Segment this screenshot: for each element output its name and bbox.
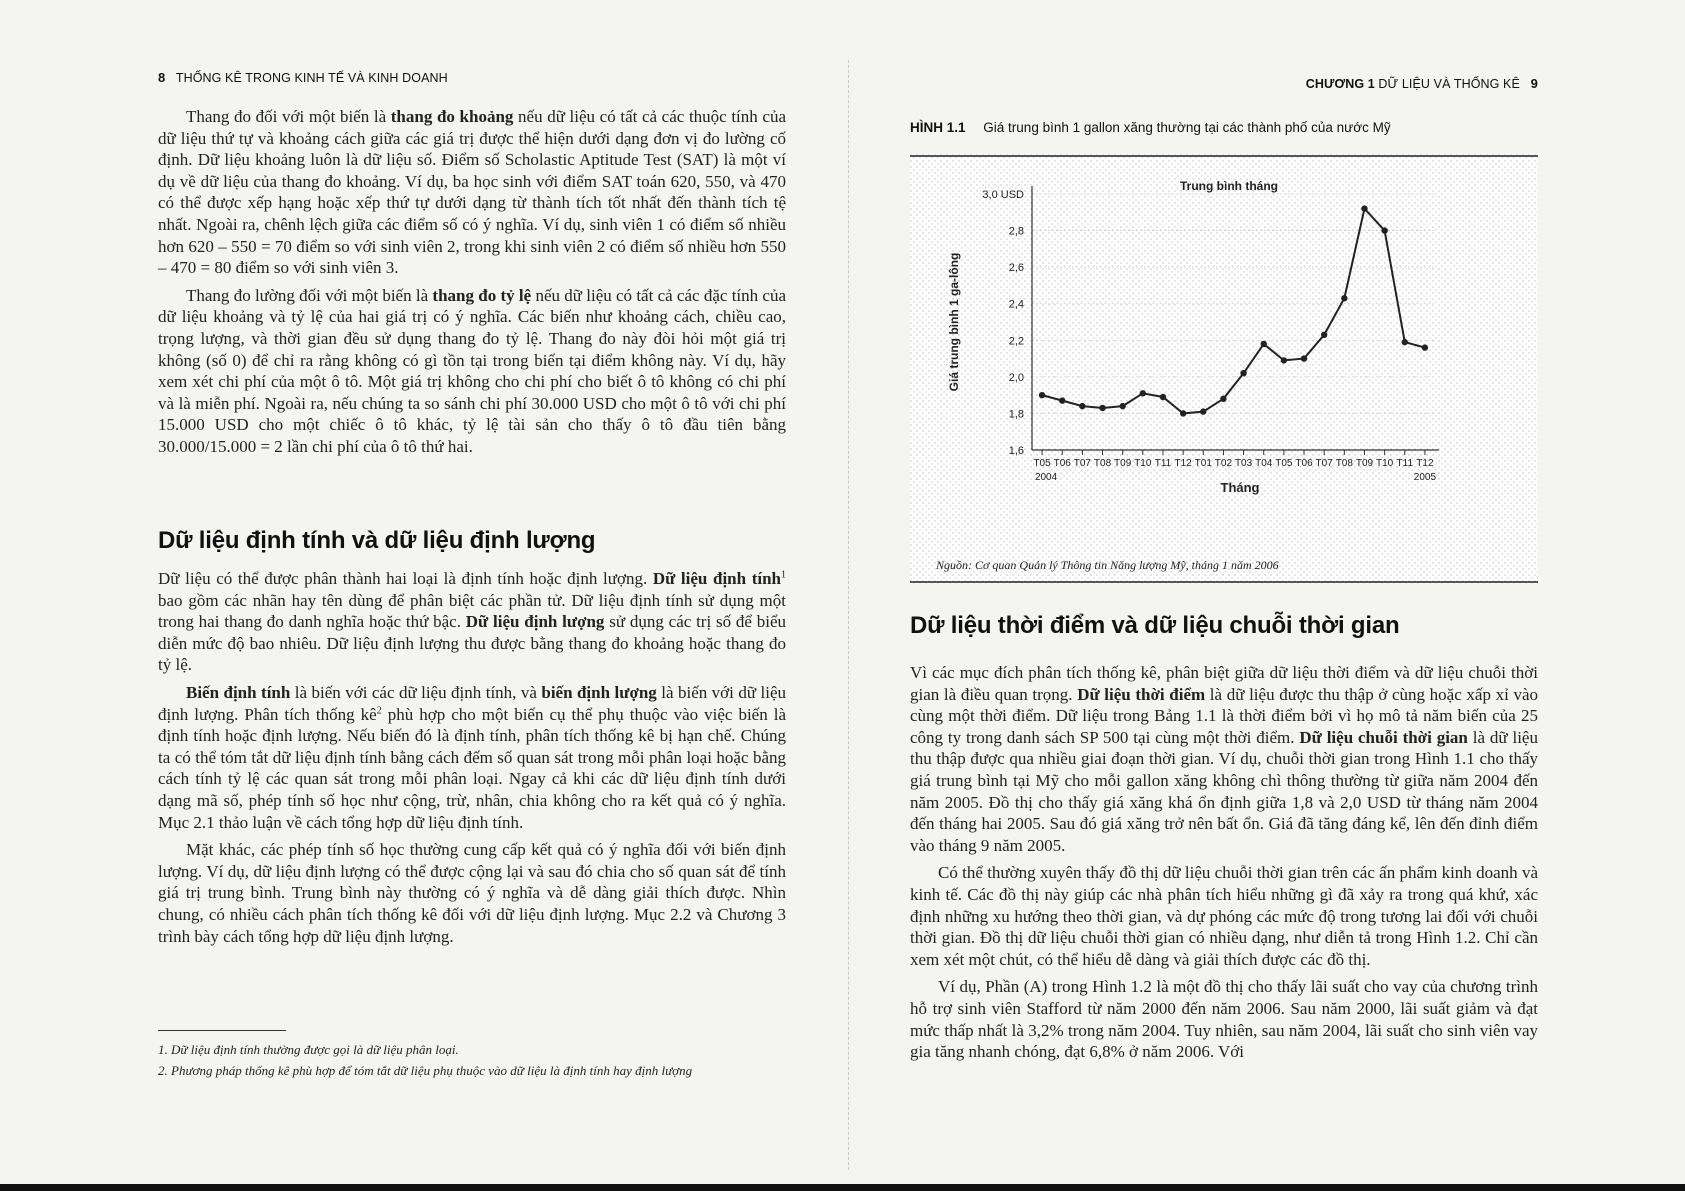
x-tick-label: T02 bbox=[1214, 458, 1233, 469]
paragraph-figure-1-2-example: Ví dụ, Phần (A) trong Hình 1.2 là một đồ thị cho thấy lãi suất cho vay của chương trình hỗ trợ sinh viên Stafford từ năm 2000 đến năm 2006. Sau năm 2000, lãi suất giảm và đạt mức thấp nhất là 3,2% trong năm 2004. Tuy nhiên, sau năm 2004, lãi suất cho sinh viên vay gia tăng nhanh chóng, đạt 6,8% ở năm 2006. Với bbox=[910, 977, 1538, 1062]
series-label: Trung bình tháng bbox=[1180, 179, 1278, 193]
x-tick-label: T05 bbox=[1033, 458, 1051, 469]
data-point bbox=[1361, 205, 1367, 211]
section-heading-qualitative-quantitative: Dữ liệu định tính và dữ liệu định lượng bbox=[158, 527, 596, 554]
chapter-label: CHƯƠNG 1 bbox=[1305, 77, 1375, 91]
x-tick-label: T01 bbox=[1194, 458, 1212, 469]
data-point bbox=[1281, 357, 1287, 363]
paragraph-arithmetic: Mặt khác, các phép tính số học thường cung cấp kết quả có ý nghĩa đối với biến định lượng. Ví dụ, dữ liệu định lượng có thể được cộng lại và sau đó chia cho số quan sát để tính giá trị trung bình. Trung bình này thường có ý nghĩa và dễ dàng giải thích được. Nhìn chung, có nhiều cách phân tích thống kê đối với dữ liệu định lượng. Mục 2.2 và Chương 3 trình bày cách tổng hợp dữ liệu định lượng. bbox=[158, 840, 786, 946]
left-body-bottom bbox=[158, 568, 786, 953]
left-running-title: THỐNG KÊ TRONG KINH TẾ VÀ KINH DOANH bbox=[175, 71, 448, 85]
data-point bbox=[1381, 227, 1387, 233]
data-point bbox=[1422, 344, 1428, 350]
figure-caption bbox=[910, 120, 1391, 135]
data-point bbox=[1099, 405, 1105, 411]
data-point bbox=[1200, 408, 1206, 414]
data-point bbox=[1059, 397, 1065, 403]
right-body bbox=[910, 662, 1538, 1069]
left-body-top bbox=[158, 106, 786, 464]
footnote-1: 1. Dữ liệu định tính thường được gọi là dữ liệu phân loại. bbox=[158, 1042, 459, 1057]
x-tick-label: T09 bbox=[1355, 458, 1374, 469]
x-tick-label: T10 bbox=[1134, 458, 1152, 469]
chart-source: Nguồn: Cơ quan Quản lý Thông tin Năng lượng Mỹ, tháng 1 năm 2006 bbox=[936, 558, 1279, 572]
data-point bbox=[1321, 332, 1327, 338]
x-tick-label: T09 bbox=[1114, 458, 1132, 469]
x-tick-label: T10 bbox=[1376, 458, 1394, 469]
x-tick-label: T11 bbox=[1396, 458, 1414, 469]
right-running-header bbox=[1306, 76, 1538, 91]
data-point bbox=[1079, 403, 1085, 409]
y-tick-label: 2,2 bbox=[1008, 335, 1024, 348]
data-point bbox=[1160, 394, 1166, 400]
x-tick-label: T11 bbox=[1154, 458, 1172, 469]
y-tick-label: 1,8 bbox=[1008, 408, 1024, 421]
term-ratio-scale: thang đo tỷ lệ bbox=[432, 285, 532, 305]
data-point bbox=[1220, 396, 1226, 402]
x-tick-label: T12 bbox=[1174, 458, 1192, 469]
figure-caption-text: Giá trung bình 1 gallon xăng thường tại các thành phố của nước Mỹ bbox=[983, 120, 1391, 135]
x-tick-label: T03 bbox=[1234, 458, 1253, 469]
year-label-end: 2005 bbox=[1413, 472, 1437, 483]
chart-background bbox=[910, 154, 1538, 584]
footnotes bbox=[158, 1041, 786, 1083]
y-tick-label: 1,6 bbox=[1008, 445, 1024, 457]
y-tick-label: 2,4 bbox=[1008, 298, 1024, 311]
paragraph-time-series-graphs: Có thể thường xuyên thấy đồ thị dữ liệu chuỗi thời gian trên các ấn phẩm kinh doanh và kinh tế. Các đồ thị này giúp các nhà phân tích hiểu những gì đã xảy ra trong quá khứ, xác định những xu hướng theo thời gian, và dự phóng các mức độ trong tương lai đối với chuỗi thời gian. Đồ thị dữ liệu chuỗi thời gian có nhiều dạng, như diễn tả trong Hình 1.2. Chỉ cần xem xét một chút, có thể hiểu dễ dàng và giải thích được các đồ thị. bbox=[910, 863, 1538, 969]
y-tick-label: 3,0 USD bbox=[982, 189, 1024, 201]
x-tick-label: T07 bbox=[1073, 458, 1091, 469]
right-page-number: 9 bbox=[1530, 76, 1538, 91]
data-point bbox=[1180, 410, 1186, 416]
book-spine bbox=[848, 60, 849, 1170]
paragraph-ratio-scale: Thang đo lường đối với một biến là thang đo tỷ lệ nếu dữ liệu có tất cả các đặc tính của dữ liệu khoảng và tỷ lệ của hai giá trị có ý nghĩa. Các biến như khoảng cách, chiều cao, trọng lượng, và thời gian đều sử dụng thang đo tỷ lệ. Thang đo này đòi hỏi một giá trị không (số 0) để chỉ ra rằng không có gì tồn tại trong biến tại điểm không này. Ví dụ, hãy xem xét chi phí của một ô tô. Một giá trị không cho chi phí cho biết ô tô không có chi phí và là miễn phí. Ngoài ra, nếu chúng ta so sánh chi phí 30.000 USD cho một ô tô với chi phí 15.000 USD cho một chiếc ô tô khác, tỷ lệ tài sản cho thấy ô tô đầu tiên bằng 30.000/15.000 = 2 lần chi phí của ô tô thứ hai. bbox=[158, 285, 786, 456]
x-tick-label: T12 bbox=[1416, 458, 1434, 469]
data-point bbox=[1301, 355, 1307, 361]
footnote-2: 2. Phương pháp thống kê phù hợp để tóm tắt dữ liệu phụ thuộc vào dữ liệu là định tính hay định lượng bbox=[158, 1063, 693, 1078]
x-axis-title: Tháng bbox=[1220, 480, 1260, 495]
paragraph-variables: Biến định tính là biến với các dữ liệu định tính, và biến định lượng là biến với dữ liệu định lượng. Phân tích thống $kê^2$ phù hợp cho một biến cụ thể phụ thuộc vào việc biến là định tính hoặc định lượng. Nếu biến đó là định tính, phân tích thống kê bị hạn chế. Chúng ta có thể tóm tắt dữ liệu định tính bằng cách đếm số quan sát trong mỗi phân loại hoặc bằng cách tính tỷ lệ các quan sát trong mỗi phân loại. Ngay cả khi các dữ liệu định tính dưới dạng mã số, phép tính số học như cộng, trừ, nhân, chia không cho ra kết quả có ý nghĩa. Mục 2.1 thảo luận về cách tổng hợp dữ liệu định tính. bbox=[158, 682, 786, 832]
y-tick-label: 2,8 bbox=[1008, 225, 1024, 238]
left-page-number: 8 bbox=[158, 70, 166, 85]
data-point bbox=[1341, 295, 1347, 301]
data-point bbox=[1261, 341, 1267, 347]
y-tick-label: 2,6 bbox=[1008, 262, 1024, 275]
section-heading-time-series: Dữ liệu thời điểm và dữ liệu chuỗi thời gian bbox=[910, 612, 1400, 639]
paragraph-interval-scale: Thang đo đối với một biến là thang đo khoảng nếu dữ liệu có tất cả các thuộc tính của dữ liệu thứ tự và khoảng cách giữa các giá trị được thể hiện dưới dạng đơn vị đo lường cố định. Dữ liệu khoảng luôn là dữ liệu số. Điểm số Scholastic Aptitude Test (SAT) là một ví dụ về dữ liệu của thang đo khoảng. Ví dụ, ba học sinh với điểm SAT toán 620, 550, và 470 có thể được xếp hạng hoặc xếp thứ tự dưới dạng từ thành tích tốt nhất đến thành tích tệ nhất. Ngoài ra, chênh lệch giữa các điểm số có ý nghĩa. Ví dụ, sinh viên 1 có điểm số nhiều hơn 620 – 550 = 70 điểm so với sinh viên 2, trong khi sinh viên 2 có điểm số nhiều hơn 550 – 470 = 80 điểm so với sinh viên 3. bbox=[158, 107, 787, 278]
figure-1-1 bbox=[910, 154, 1538, 584]
year-label-start: 2004 bbox=[1034, 472, 1058, 483]
x-tick-label: T05 bbox=[1275, 458, 1293, 469]
line-chart bbox=[910, 154, 1538, 584]
x-tick-label: T08 bbox=[1335, 458, 1353, 469]
x-tick-label: T06 bbox=[1295, 458, 1313, 469]
data-point bbox=[1039, 392, 1045, 398]
paragraph-cross-sectional: Vì các mục đích phân tích thống kê, phân biệt giữa dữ liệu thời điểm và dữ liệu chuỗi thời gian là điều quan trọng. Dữ liệu thời điểm là dữ liệu được thu thập ở cùng hoặc xấp xỉ vào cùng một thời điểm. Dữ liệu trong Bảng 1.1 là thời điểm bởi vì họ mô tả năm biến của 25 công ty trong danh sách SP 500 tại cùng một thời điểm. Dữ liệu chuỗi thời gian là dữ liệu thu thập được qua nhiều giai đoạn thời gian. Ví dụ, chuỗi thời gian trong Hình 1.1 cho thấy giá trung bình tại Mỹ cho mỗi gallon xăng không chì thông thường từ giữa năm 2004 đến năm 2005. Đồ thị cho thấy giá xăng khá ổn định giữa 1,8 và 2,0 USD từ tháng năm 2004 đến tháng hai 2005. Sau đó giá xăng trở nên bất ổn. Giá đã tăng đáng kể, lên đến đỉnh điểm vào tháng 9 năm 2005. bbox=[910, 663, 1538, 855]
data-point bbox=[1402, 339, 1408, 345]
data-point bbox=[1119, 403, 1125, 409]
data-point bbox=[1140, 390, 1146, 396]
right-running-title: DỮ LIỆU VÀ THỐNG KÊ bbox=[1378, 77, 1520, 91]
y-axis-title: Giá trung bình 1 ga-lông bbox=[947, 252, 961, 392]
x-tick-label: T04 bbox=[1255, 458, 1273, 469]
paragraph-data-types: Dữ liệu có thể được phân thành hai loại là định tính hoặc định lượng. Dữ liệu định tính$^1$ bao gồm các nhãn hay tên dùng để phân biệt các phần tử. Dữ liệu định tính sử dụng một trong hai thang đo danh nghĩa hoặc thứ bậc. Dữ liệu định lượng sử dụng các trị số để biểu diễn mức độ bao nhiêu. Dữ liệu định lượng thu được bằng thang đo khoảng hoặc thang đo tỷ lệ. bbox=[158, 569, 786, 675]
x-tick-label: T08 bbox=[1093, 458, 1112, 469]
scan-bottom-edge bbox=[0, 1184, 1685, 1191]
x-tick-label: T06 bbox=[1053, 458, 1071, 469]
left-running-header bbox=[158, 70, 448, 85]
footnote-rule bbox=[158, 1030, 286, 1031]
right-section bbox=[910, 612, 1538, 640]
y-tick-label: 2,0 bbox=[1008, 371, 1024, 384]
data-point bbox=[1240, 370, 1246, 376]
x-tick-label: T07 bbox=[1315, 458, 1333, 469]
left-section bbox=[158, 527, 786, 555]
term-interval-scale: thang đo khoảng bbox=[390, 107, 514, 126]
figure-label: HÌNH 1.1 bbox=[910, 120, 966, 135]
